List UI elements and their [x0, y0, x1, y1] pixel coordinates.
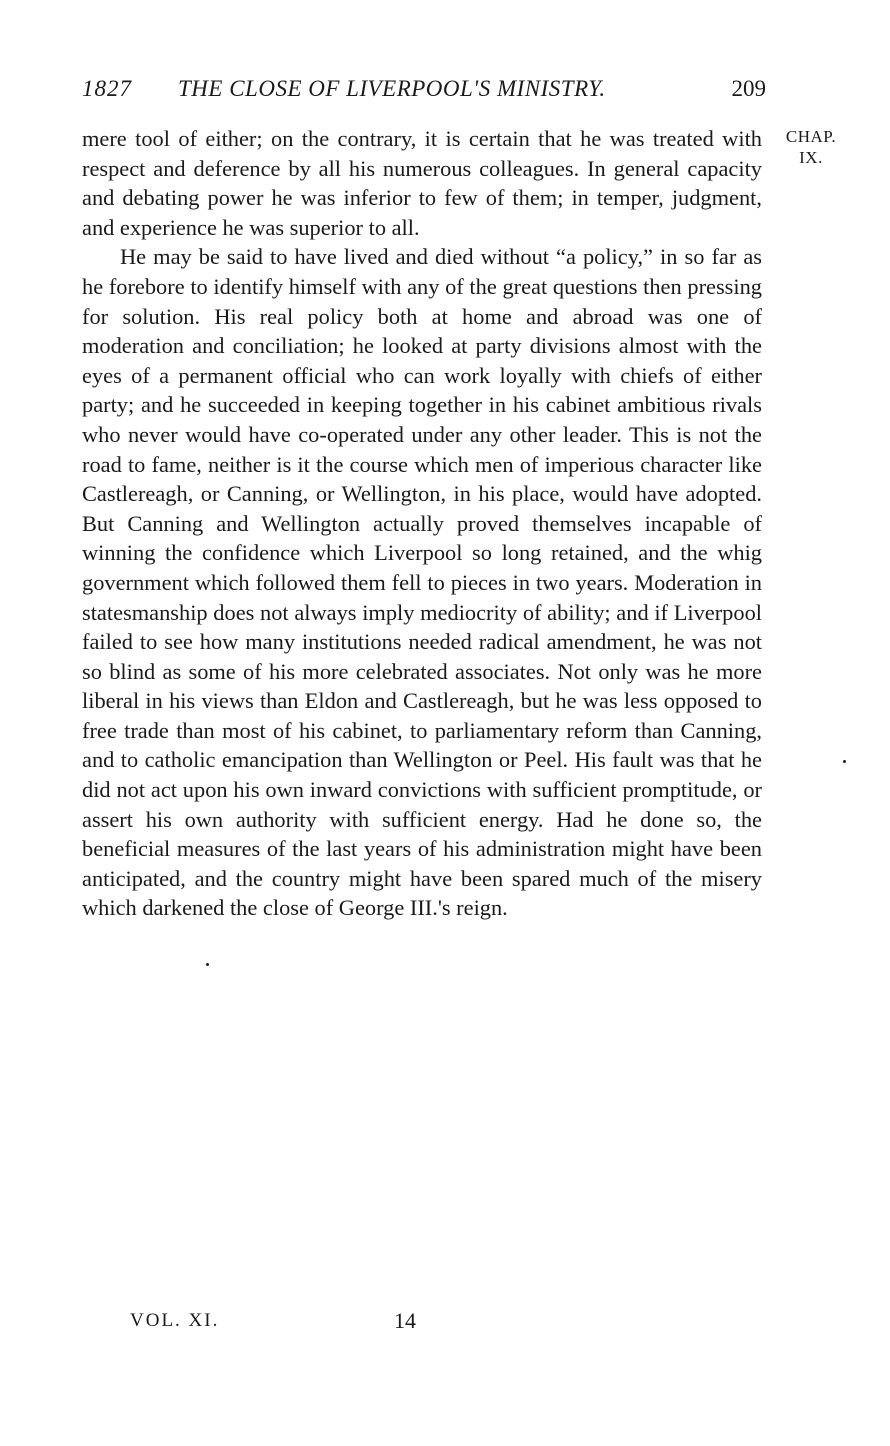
chapter-number: IX. [799, 148, 823, 167]
page-number: 209 [731, 76, 766, 101]
paragraph-2: He may be said to have lived and died without “a policy,” in so far as he forebore to identify himself with any of the great questions then pressing for solution. His real policy both at home and abroad was one of moderation and conciliation; he looked at party divisions almost with the eyes of a permanent official who can work loyally with chiefs of either party; and he succeeded in keeping together in his cabinet ambitious rivals who never would have co-operated under any other leader. This is not the road to fame, neither is it the course which men of imperious character like Castlereagh, or Canning, or Wellington, in his place, would have adopted. But Canning and Wellington actually proved themselves incapable of winning the confidence which Liverpool so long retained, and the whig government which followed them fell to pieces in two years. Moderation in statesmanship does not always imply mediocrity of ability; and if Liverpool failed to see how many institutions needed radical amendment, he was not so blind as some of his more celebrated associates. Not only was he more liberal in his views than Eldon and Castlereagh, but he was less opposed to free trade than most of his cabinet, to parliamentary reform than Canning, and to catholic emancipation than Wellington or Peel. His fault was that he did not act upon his own inward convictions with sufficient promptitude, or assert his own authority with sufficient energy. Had he done so, the beneficial measures of the last years of his administration might have been anticipated, and the country might have been spared much of the misery which darkened the close of George III.'s reign. [82, 244, 762, 921]
paragraph-1: mere tool of either; on the contrary, it is certain that he was treated with respect and deference by all his numerous colleagues. In general capacity and debating power he was inferior to few of them; in temper, judgment, and experience he was superior to all. [82, 126, 762, 240]
gathering-signature: 14 [394, 1308, 416, 1333]
chapter-margin-note [776, 126, 846, 168]
print-speck [843, 760, 846, 763]
body-text [82, 124, 762, 923]
running-header [82, 76, 766, 106]
header-title: THE CLOSE OF LIVERPOOL'S MINISTRY. [178, 76, 606, 101]
volume-signature: VOL. XI. [130, 1310, 220, 1331]
print-speck [206, 963, 209, 966]
chapter-label: CHAP. [785, 127, 837, 146]
header-year: 1827 [82, 76, 132, 101]
